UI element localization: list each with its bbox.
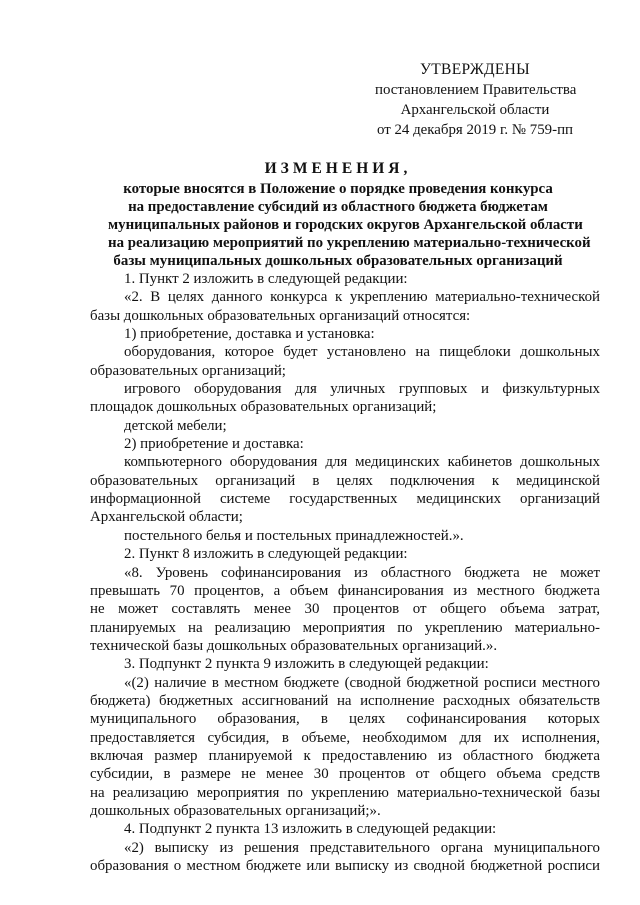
body-line: информационной системе государственных медицинских организаций (90, 491, 600, 508)
document-body (90, 270, 600, 875)
body-line: дошкольных образовательных организаций;». (90, 802, 381, 819)
body-line: оборудования, которое будет установлено на пищеблоки дошкольных (124, 344, 600, 361)
title-line: на реализацию мероприятий по укреплению материально-технической (108, 235, 591, 251)
body-line: образования о местном бюджете или выписку из сводной бюджетной росписи (90, 858, 600, 874)
body-line: муниципального образования, в целях софинансирования которых (90, 711, 600, 728)
body-line: образовательных организаций; (90, 362, 286, 379)
body-line: компьютерного оборудования для медицинских кабинетов дошкольных (124, 454, 600, 471)
body-line: Архангельской области; (90, 509, 243, 526)
body-line: субсидии, в размере не менее 30 процентов от общего объема средств (90, 766, 600, 783)
body-line: игрового оборудования для уличных групповых и физкультурных (124, 381, 600, 398)
body-line: 3. Подпункт 2 пункта 9 изложить в следующей редакции: (124, 656, 489, 673)
title-line: муниципальных районов и городских округов Архангельской области (108, 217, 583, 233)
approval-line: Архангельской области (400, 102, 550, 118)
document-title (108, 160, 591, 270)
body-line: планируемых на реализацию мероприятия по укреплению материально- (90, 619, 600, 636)
body-line: 2. Пункт 8 изложить в следующей редакции: (124, 546, 408, 563)
body-line: превышать 70 процентов, а объем финансирования из местного бюджета (90, 582, 600, 599)
body-line: предоставляется субсидия, в объеме, необходимом для их исполнения, (90, 729, 600, 746)
body-line: образовательных организаций в целях подключения к медицинской (90, 472, 600, 489)
approval-line: постановлением Правительства (375, 82, 577, 98)
body-line: 1. Пункт 2 изложить в следующей редакции: (124, 271, 408, 287)
title-line: которые вносятся в Положение о порядке проведения конкурса (123, 181, 553, 197)
body-line: 1) приобретение, доставка и установка: (124, 326, 375, 343)
body-line: базы дошкольных образовательных организаций относятся: (90, 307, 471, 324)
body-line: на реализацию мероприятия по укреплению материально-технической базы (90, 784, 600, 801)
body-line: 4. Подпункт 2 пункта 13 изложить в следующей редакции: (124, 821, 497, 838)
body-line: «2) выписку из решения представительного органа муниципального (124, 839, 600, 856)
body-line: бюджета) бюджетных ассигнований на исполнение расходных обязательств (90, 692, 600, 709)
body-line: не может составлять менее 30 процентов от общего объема затрат, (90, 601, 600, 618)
body-line: постельного белья и постельных принадлежностей.». (124, 527, 464, 544)
body-line: включая размер планируемой к предоставлению из областного бюджета (90, 747, 600, 764)
title-line: базы муниципальных дошкольных образовательных организаций (113, 253, 563, 269)
body-line: «8. Уровень софинансирования из областного бюджета не может (124, 564, 600, 581)
body-line: площадок дошкольных образовательных организаций; (90, 399, 437, 416)
title-heading: ИЗМЕНЕНИЯ, (264, 160, 412, 177)
body-line: детской мебели; (124, 417, 227, 434)
body-line: 2) приобретение и доставка: (124, 436, 304, 453)
approval-stamp (375, 60, 575, 140)
approval-heading: УТВЕРЖДЕНЫ (420, 61, 530, 78)
title-line: на предоставление субсидий из областного бюджета бюджетам (128, 199, 548, 215)
body-line: «2. В целях данного конкурса к укреплению материально-технической (124, 289, 600, 306)
approval-line: от 24 декабря 2019 г. № 759-пп (376, 122, 574, 138)
body-line: «(2) наличие в местном бюджете (сводной бюджетной росписи местного (124, 674, 600, 691)
body-line: технической базы дошкольных образовательных организаций.». (90, 637, 498, 654)
